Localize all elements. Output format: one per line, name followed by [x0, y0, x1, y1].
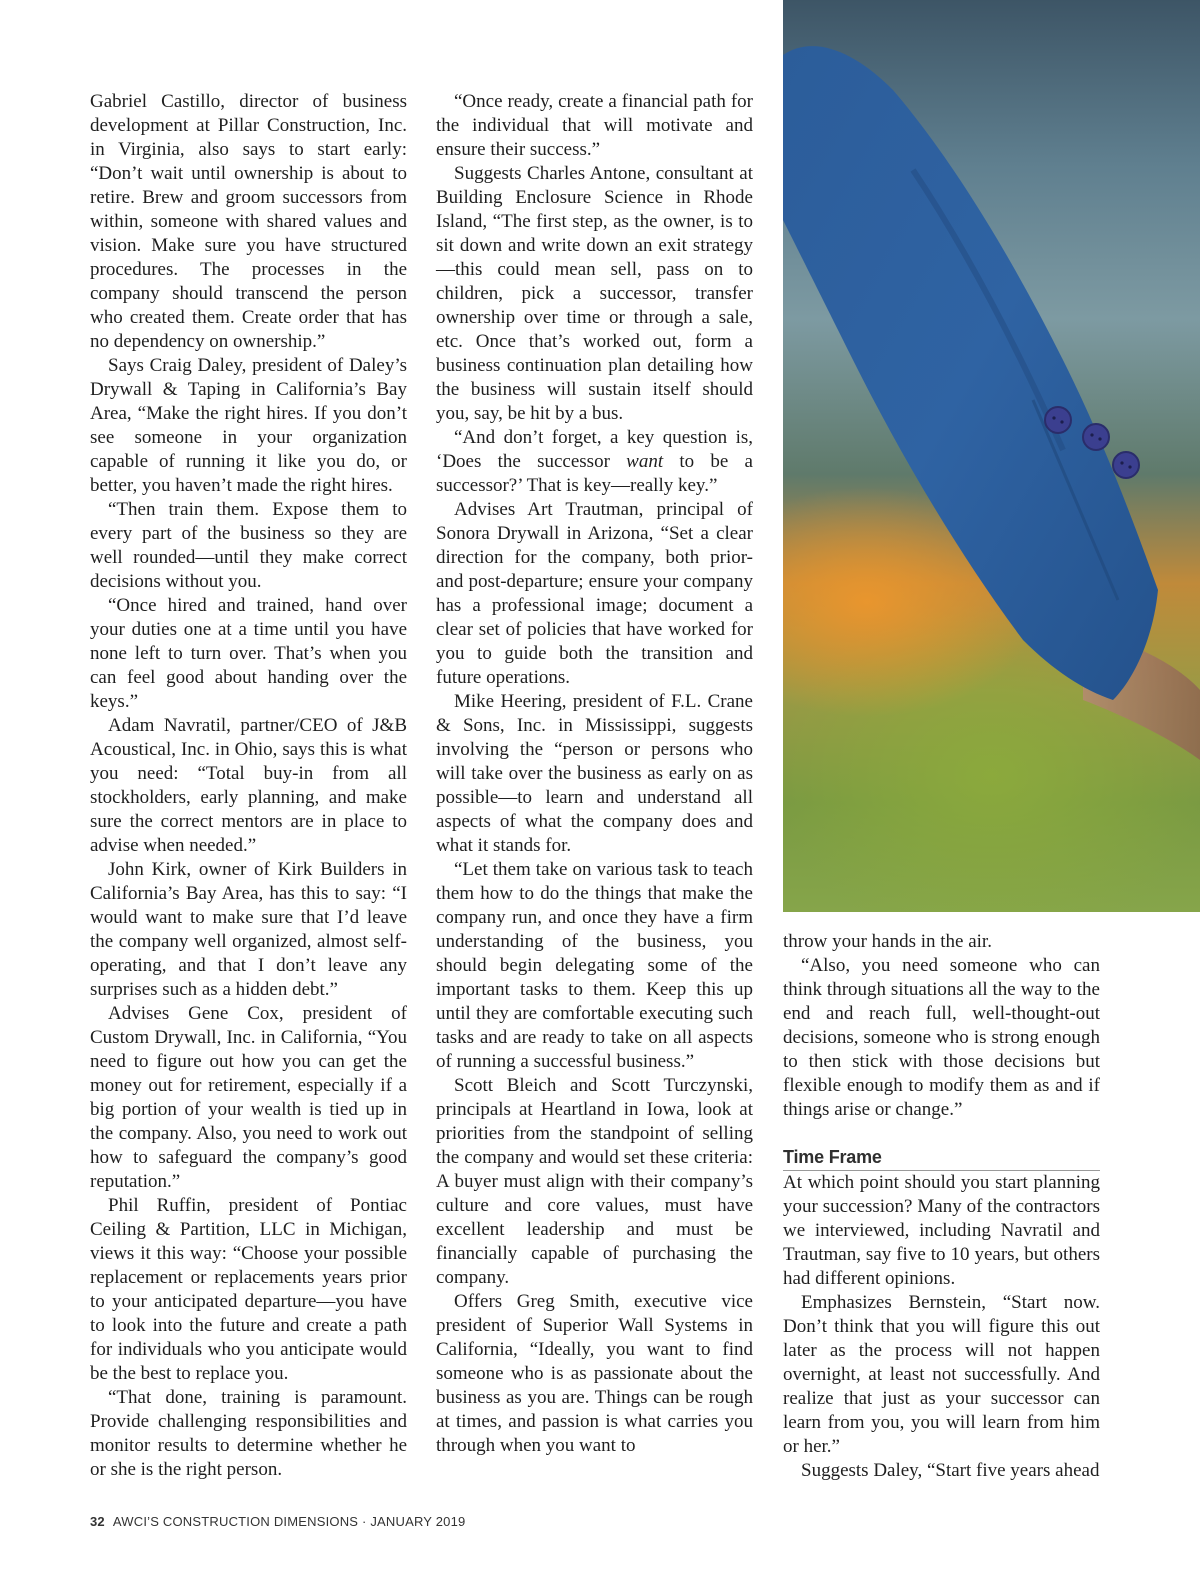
paragraph: John Kirk, owner of Kirk Builders in California’s Bay Area, has this to say: “I would want to make sure that I’d leave the company well organized, almost self-operating, and that I don’t leave any surprises such as a hidden debt.”	[90, 859, 407, 1000]
paragraph: Emphasizes Bernstein, “Start now. Don’t think that you will figure this out later as the process will not happen overnight, at least not successfully. And realize that just as your successor can learn from you, you will learn from him or her.”	[783, 1292, 1100, 1457]
article-column-3	[783, 930, 1100, 1483]
paragraph: “Once hired and trained, hand over your duties one at a time until you have none left to turn over. That’s when you can feel good about handing over the keys.”	[90, 595, 407, 712]
paragraph: Advises Gene Cox, president of Custom Drywall, Inc. in California, “You need to figure out how you can get the money out for retirement, especially if a big portion of your wealth is tied up in the company. Also, you need to work out how to safeguard the company’s good reputation.”	[90, 1003, 407, 1192]
paragraph: “Also, you need someone who can think through situations all the way to the end and reach full, well-thought-out decisions, someone who is strong enough to then stick with those decisions but flexible enough to modify them as and if things arise or change.”	[783, 955, 1100, 1120]
paragraph: Says Craig Daley, president of Daley’s Drywall & Taping in California’s Bay Area, “Make the right hires. If you don’t see someone in your organization capable of running it like you do, or better, you haven’t made the right hires.	[90, 355, 407, 496]
paragraph: Offers Greg Smith, executive vice president of Superior Wall Systems in California, “Ideally, you want to find someone who is as passionate about the business as you are. Things can be rough at times, and passion is what carries you through when you want to	[436, 1291, 753, 1456]
page-number: 32	[90, 1514, 105, 1529]
paragraph: Mike Heering, president of F.L. Crane & Sons, Inc. in Mississippi, suggests involving the “person or persons who will take over the business as early on as possible—to learn and understand all aspects of what the company does and what it stands for.	[436, 691, 753, 856]
paragraph: Adam Navratil, partner/CEO of J&B Acoustical, Inc. in Ohio, says this is what you need: “Total buy-in from all stockholders, early planning, and make sure the correct mentors are in place to advise when needed.”	[90, 715, 407, 856]
paragraph-text: “And don’t forget, a key question is, ‘Does the successor	[436, 427, 753, 472]
paragraph: Suggests Daley, “Start five years ahead	[801, 1460, 1100, 1481]
sleeve-button	[1113, 452, 1139, 478]
section-heading: Time Frame	[783, 1146, 1100, 1171]
paragraph: Advises Art Trautman, principal of Sonora Drywall in Arizona, “Set a clear direction for the company, both prior- and post-departure; ensure your company has a professional image; document a clear set of policies that have worked for you to guide both the transition and future operations.	[436, 499, 753, 688]
paragraph: Suggests Charles Antone, consultant at Building Enclosure Science in Rhode Island, “The first step, as the owner, is to sit down and write down an exit strategy—this could mean sell, pass on to children, pick a successor, transfer ownership over time or through a sale, etc. Once that’s worked out, form a business continuation plan detailing how the business will sustain itself should you, say, be hit by a bus.	[436, 163, 753, 424]
paragraph: Gabriel Castillo, director of business development at Pillar Construction, Inc. in Virginia, also says to start early: “Don’t wait until ownership is about to retire. Brew and groom successors from within, someone with shared values and vision. Make sure you have structured procedures. The processes in the company should transcend the person who created them. Create order that has no dependency on ownership.”	[90, 91, 407, 352]
sleeve-button	[1083, 424, 1109, 450]
paragraph: At which point should you start planning your succession? Many of the contractors we interviewed, including Navratil and Trautman, say five to 10 years, but others had different opinions.	[783, 1172, 1100, 1289]
paragraph: “Let them take on various task to teach them how to do the things that make the company run, and once they have a firm understanding of the business, you should begin delegating some of the important tasks to them. Keep this up until they are comfortable executing such tasks and are ready to take on all aspects of running a successful business.”	[436, 859, 753, 1072]
paragraph: “Once ready, create a financial path for the individual that will motivate and ensure their success.”	[436, 91, 753, 160]
sleeve-illustration	[783, 0, 1200, 912]
jacket-sleeve-photo	[783, 0, 1200, 912]
paragraph: Scott Bleich and Scott Turczynski, principals at Heartland in Iowa, look at priorities from the standpoint of selling the company and would set these criteria: A buyer must align with their company’s culture and core values, must have excellent leadership and must be financially capable of purchasing the company.	[436, 1075, 753, 1288]
paragraph-text: to be a successor?’ That is key—really key.”	[436, 451, 753, 496]
paragraph: Phil Ruffin, president of Pontiac Ceiling & Partition, LLC in Michigan, views it this way: “Choose your possible replacement or replacements years prior to your anticipated departure—you have to look into the future and create a path for individuals who you anticipate would be the best to replace you.	[90, 1195, 407, 1384]
emphasis: want	[626, 451, 664, 472]
page-footer	[90, 1514, 465, 1529]
article-column-1	[90, 90, 407, 1482]
publication-info: AWCI’S CONSTRUCTION DIMENSIONS · JANUARY 2019	[112, 1514, 466, 1529]
paragraph: throw your hands in the air.	[783, 931, 992, 952]
jacket-sleeve	[783, 46, 1158, 700]
paragraph: “That done, training is paramount. Provide challenging responsibilities and monitor results to determine whether he or she is the right person.	[90, 1387, 407, 1480]
paragraph: “Then train them. Expose them to every part of the business so they are well rounded—until they make correct decisions without you.	[90, 499, 407, 592]
article-column-2	[436, 90, 753, 1458]
sleeve-button	[1045, 407, 1071, 433]
paragraph	[436, 426, 753, 498]
